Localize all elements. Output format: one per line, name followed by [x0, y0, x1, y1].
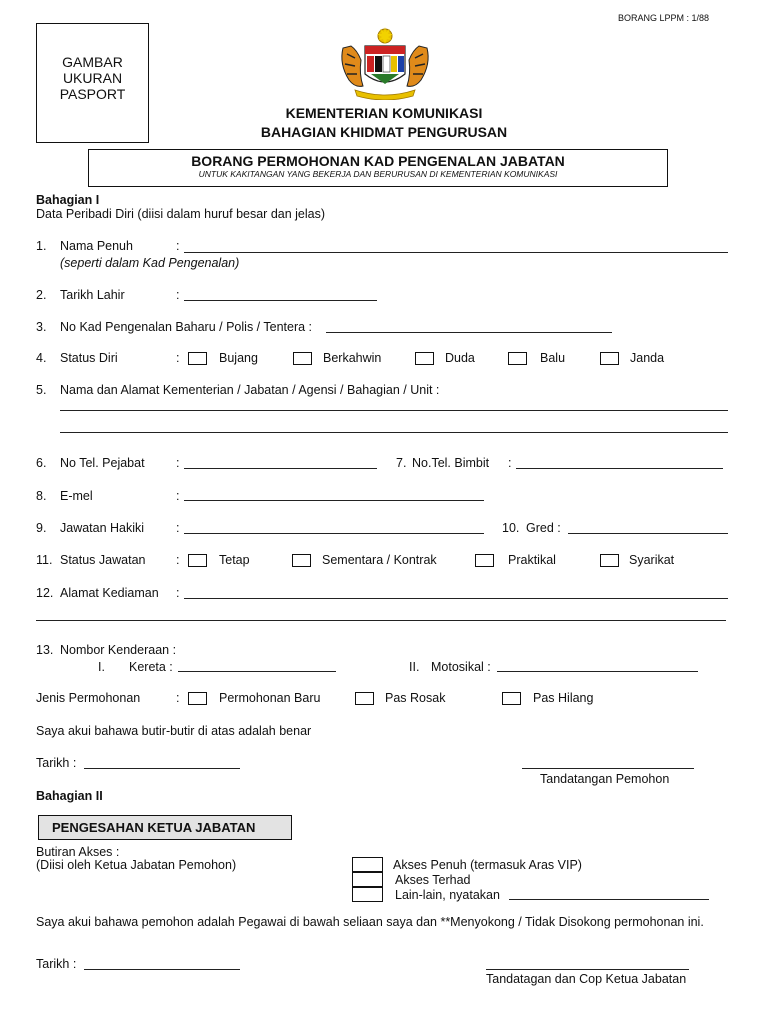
application-option-label: Permohonan Baru [219, 691, 321, 705]
home-address-field-line2[interactable] [36, 620, 726, 621]
status-balu-checkbox[interactable] [508, 352, 527, 365]
full-name-field[interactable] [184, 252, 728, 253]
q3-number: 3. [36, 320, 47, 334]
access-option-label: Akses Terhad [395, 873, 471, 887]
q9-number: 9. [36, 521, 47, 535]
head-signature-line[interactable] [486, 969, 689, 970]
status-option-label: Berkahwin [323, 351, 382, 365]
access-label: Butiran Akses : [36, 845, 120, 859]
form-subtitle: UNTUK KAKITANGAN YANG BEKERJA DAN BERURUSAN DI KEMENTERIAN KOMUNIKASI [198, 169, 558, 179]
q4-label: Status Diri [60, 351, 118, 365]
photo-box-line: PASPORT [59, 86, 126, 102]
q8-number: 8. [36, 489, 47, 503]
motorcycle-number: II. [409, 660, 420, 674]
part2-heading: Bahagian II [36, 789, 103, 803]
access-note: (Diisi oleh Ketua Jabatan Pemohon) [36, 858, 237, 872]
applicant-declaration: Saya akui bahawa butir-butir di atas adalah benar [36, 724, 312, 738]
q12-label: Alamat Kediaman [60, 586, 159, 600]
ministry-address-field-line1[interactable] [60, 410, 728, 411]
email-field[interactable] [184, 500, 484, 501]
q13-label: Nombor Kenderaan : [60, 643, 177, 657]
colon: : [176, 586, 180, 600]
status-option-label: Duda [445, 351, 475, 365]
part1-instruction: Data Peribadi Diri (diisi dalam huruf besar dan jelas) [36, 207, 326, 221]
ic-number-field[interactable] [326, 332, 612, 333]
applicant-date-field[interactable] [84, 768, 240, 769]
head-signature-label: Tandatagan dan Cop Ketua Jabatan [486, 972, 687, 986]
access-option-label: Lain-lain, nyatakan [395, 888, 500, 902]
other-access-field[interactable] [509, 899, 709, 900]
colon: : [508, 456, 512, 470]
status-duda-checkbox[interactable] [415, 352, 434, 365]
q5-number: 5. [36, 383, 47, 397]
colon: : [176, 288, 180, 302]
motorcycle-plate-field[interactable] [497, 671, 698, 672]
form-code: BORANG LPPM : 1/88 [618, 13, 710, 23]
status-option-label: Janda [630, 351, 665, 365]
q7-label: No.Tel. Bimbit [412, 456, 490, 470]
full-access-checkbox[interactable] [352, 857, 383, 872]
access-option-label: Akses Penuh (termasuk Aras VIP) [393, 858, 582, 872]
form-title-box [88, 149, 668, 187]
mobile-phone-field[interactable] [516, 468, 723, 469]
ministry-name: KEMENTERIAN KOMUNIKASI [285, 105, 483, 121]
q10-number: 10. [502, 521, 520, 535]
colon: : [176, 456, 180, 470]
home-address-field-line1[interactable] [184, 598, 728, 599]
division-name: BAHAGIAN KHIDMAT PENGURUSAN [260, 124, 508, 140]
q11-label: Status Jawatan [60, 553, 146, 567]
q6-number: 6. [36, 456, 47, 470]
q12-number: 12. [36, 586, 54, 600]
colon: : [176, 351, 180, 365]
q13-number: 13. [36, 643, 54, 657]
colon: : [176, 239, 180, 253]
job-status-praktikal-checkbox[interactable] [475, 554, 494, 567]
job-status-syarikat-checkbox[interactable] [600, 554, 619, 567]
q2-number: 2. [36, 288, 47, 302]
form-title: BORANG PERMOHONAN KAD PENGENALAN JABATAN [191, 153, 565, 169]
head-declaration: Saya akui bahawa pemohon adalah Pegawai di bawah seliaan saya dan **Menyokong / Tidak Disokong permohonan ini. [36, 915, 704, 929]
q1-label: Nama Penuh [60, 239, 133, 253]
car-plate-field[interactable] [178, 671, 336, 672]
q9-label: Jawatan Hakiki [60, 521, 145, 535]
part1-heading: Bahagian I [36, 193, 100, 207]
application-option-label: Pas Rosak [385, 691, 446, 705]
damaged-pass-checkbox[interactable] [355, 692, 374, 705]
other-access-checkbox[interactable] [352, 887, 383, 902]
office-phone-field[interactable] [184, 468, 377, 469]
status-janda-checkbox[interactable] [600, 352, 619, 365]
colon: : [176, 553, 180, 567]
car-label: Kereta : [129, 660, 173, 674]
car-number: I. [98, 660, 105, 674]
photo-box-line: GAMBAR [62, 54, 123, 70]
q8-label: E-mel [60, 489, 93, 503]
status-berkahwin-checkbox[interactable] [293, 352, 312, 365]
colon: : [176, 521, 180, 535]
application-option-label: Pas Hilang [533, 691, 594, 705]
status-bujang-checkbox[interactable] [188, 352, 207, 365]
lost-pass-checkbox[interactable] [502, 692, 521, 705]
job-status-option-label: Syarikat [629, 553, 675, 567]
applicant-signature-label: Tandatangan Pemohon [540, 772, 670, 786]
q11-number: 11. [36, 553, 53, 567]
passport-photo-box [36, 23, 149, 143]
date-label: Tarikh : [36, 756, 77, 770]
head-date-field[interactable] [84, 969, 240, 970]
motorcycle-label: Motosikal : [431, 660, 491, 674]
status-option-label: Bujang [219, 351, 258, 365]
q7-number: 7. [396, 456, 407, 470]
head-of-department-title: PENGESAHAN KETUA JABATAN [52, 820, 256, 835]
head-of-department-box [38, 815, 292, 840]
job-status-option-label: Tetap [219, 553, 250, 567]
position-field[interactable] [184, 533, 484, 534]
new-application-checkbox[interactable] [188, 692, 207, 705]
coat-of-arms-logo [335, 24, 435, 100]
q2-label: Tarikh Lahir [60, 288, 125, 302]
q3-label: No Kad Pengenalan Baharu / Polis / Tentera : [60, 320, 313, 334]
birth-date-field[interactable] [184, 300, 377, 301]
colon: : [176, 691, 180, 705]
q1-note: (seperti dalam Kad Pengenalan) [60, 256, 240, 270]
q4-number: 4. [36, 351, 47, 365]
date-label: Tarikh : [36, 957, 77, 971]
job-status-option-label: Praktikal [508, 553, 556, 567]
limited-access-checkbox[interactable] [352, 872, 383, 887]
ministry-address-field-line2[interactable] [60, 432, 728, 433]
q5-label: Nama dan Alamat Kementerian / Jabatan / Agensi / Bahagian / Unit : [60, 383, 440, 397]
grade-field[interactable] [568, 533, 728, 534]
status-option-label: Balu [540, 351, 566, 365]
job-status-tetap-checkbox[interactable] [188, 554, 207, 567]
job-status-option-label: Sementara / Kontrak [322, 553, 437, 567]
photo-box-line: UKURAN [62, 70, 123, 86]
job-status-contract-checkbox[interactable] [292, 554, 311, 567]
q6-label: No Tel. Pejabat [60, 456, 145, 470]
application-type-label: Jenis Permohonan [36, 691, 141, 705]
colon: : [176, 489, 180, 503]
applicant-signature-line[interactable] [522, 768, 694, 769]
q10-label: Gred : [526, 521, 561, 535]
q1-number: 1. [36, 239, 47, 253]
